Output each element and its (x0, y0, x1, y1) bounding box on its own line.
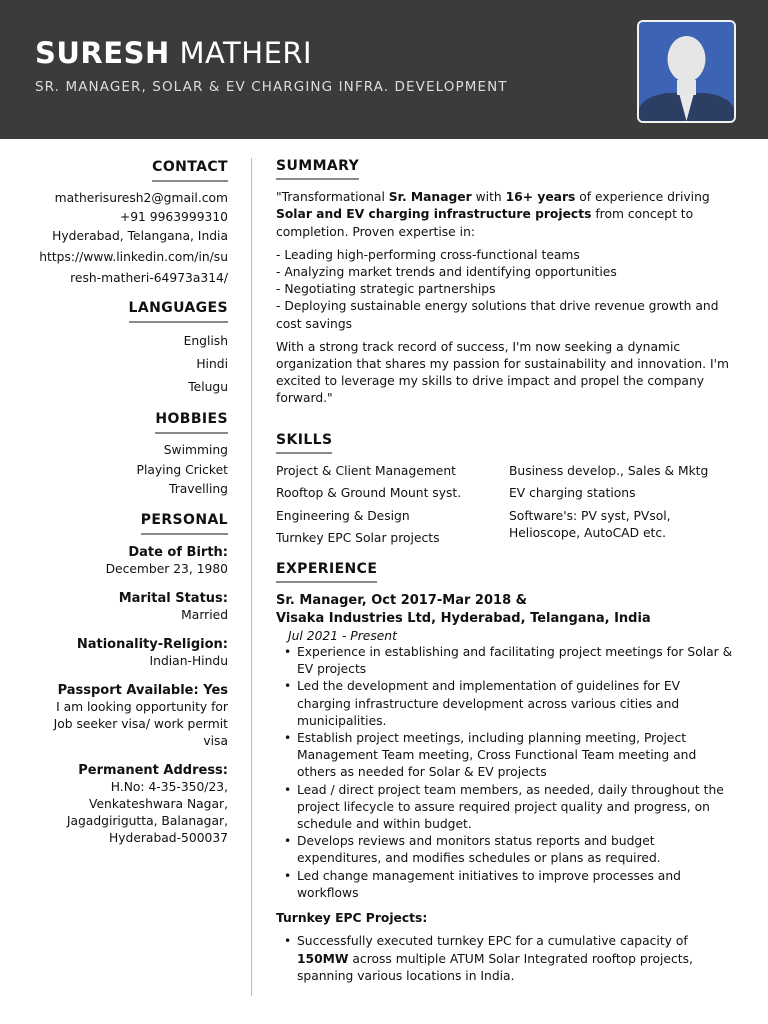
phone-number: +91 9963999310 (119, 210, 228, 224)
address-line: Jagadgirigutta, Balanagar, (66, 813, 228, 828)
linkedin-line-1: https://www.linkedin.com/in/su (39, 250, 228, 264)
language-item: Telugu (188, 380, 228, 394)
header-banner (0, 0, 768, 139)
summary-text: with (471, 190, 506, 205)
experience-section (276, 561, 734, 985)
first-name: SURESH (35, 36, 170, 70)
hobbies-heading: HOBBIES (155, 410, 228, 434)
job-bullet: • Lead / direct project team members, as needed, daily throughout the project lifecycle to assure required project quality and progress, on schedule and within budget. (276, 782, 734, 834)
summary-bullet-list (276, 247, 734, 333)
summary-section (276, 158, 734, 408)
linkedin-link[interactable] (18, 248, 228, 288)
last-name: MATHERI (179, 36, 313, 70)
passport-value: I am looking opportunity for (56, 699, 228, 714)
address-line: Venkateshwara Nagar, (89, 796, 228, 811)
job-bullet-list (276, 644, 734, 902)
address-label: Permanent Address: (78, 762, 228, 778)
job-bullet: • Develops reviews and monitors status reports and budget expenditures, and modifies schedules or plans as required. (276, 833, 734, 867)
skill-item: Project & Client Management (276, 463, 456, 478)
location: Hyderabad, Telangana, India (52, 229, 228, 243)
address-line: Hyderabad-500037 (108, 830, 228, 845)
epc-bullet-list (276, 933, 734, 985)
summary-bullet: - Analyzing market trends and identifying opportunities (276, 265, 617, 280)
summary-bullet: - Deploying sustainable energy solutions that drive revenue growth and cost savings (276, 299, 719, 331)
epc-heading: Turnkey EPC Projects: (276, 911, 428, 926)
nationality-value: Indian-Hindu (149, 653, 228, 668)
summary-bold: Solar and EV charging infrastructure projects (276, 207, 592, 222)
skill-item: Engineering & Design (276, 508, 410, 523)
hobby-item: Playing Cricket (136, 462, 228, 477)
summary-text: of experience driving (575, 190, 710, 205)
marital-value: Married (181, 607, 228, 622)
marital-label: Marital Status: (118, 590, 228, 606)
language-item: English (183, 334, 228, 348)
contact-section (18, 158, 228, 288)
job-bullet: • Led change management initiatives to improve processes and workflows (276, 868, 734, 902)
address-line: H.No: 4-35-350/23, (110, 779, 228, 794)
summary-text: from concept to completion. Proven expertise in: (276, 207, 694, 239)
summary-bold: 16+ years (505, 190, 576, 205)
personal-section (18, 511, 228, 847)
right-column (276, 158, 734, 985)
languages-section (18, 299, 228, 399)
epc-capacity: 150MW (297, 951, 349, 966)
left-column (18, 158, 228, 858)
personal-heading: PERSONAL (141, 511, 228, 535)
passport-label: Passport Available: Yes (57, 682, 228, 698)
summary-bullet: - Leading high-performing cross-functional teams (276, 247, 580, 262)
job-bullet: • Experience in establishing and facilitating project meetings for Solar & EV projects (276, 644, 734, 678)
dob-label: Date of Birth: (128, 544, 228, 560)
summary-bullet: - Negotiating strategic partnerships (276, 282, 496, 297)
skills-heading: SKILLS (276, 432, 332, 454)
skills-grid (276, 463, 734, 548)
linkedin-line-2: resh-matheri-64973a314/ (70, 271, 228, 285)
candidate-name (35, 36, 312, 70)
job-bullet: • Establish project meetings, including planning meeting, Project Management Team meeting, Cross Functional Team meeting and others as needed for Solar & EV projects (276, 730, 734, 782)
job-company-line: Visaka Industries Ltd, Hyderabad, Telangana, India (276, 611, 651, 627)
languages-heading: LANGUAGES (129, 299, 228, 323)
person-placeholder-icon (639, 22, 734, 121)
skill-item: Helioscope, AutoCAD etc. (509, 526, 667, 541)
dob-value: December 23, 1980 (105, 561, 228, 576)
summary-bold: Sr. Manager (388, 190, 472, 205)
language-item: Hindi (196, 357, 228, 371)
job-dates: Jul 2021 - Present (288, 629, 397, 644)
job-bullet: • Led the development and implementation of guidelines for EV charging infrastructure development across various cities and municipalities. (276, 678, 734, 730)
experience-heading: EXPERIENCE (276, 561, 377, 583)
summary-heading: SUMMARY (276, 158, 359, 180)
epc-bullet (276, 933, 734, 985)
skill-item: Software's: PV syst, PVsol, (509, 508, 671, 523)
hobby-item: Swimming (163, 443, 228, 457)
summary-text: "Transformational (276, 190, 389, 205)
passport-value: visa (203, 733, 228, 748)
skills-section (276, 432, 734, 548)
job-title-line: Sr. Manager, Oct 2017-Mar 2018 & (276, 593, 527, 609)
profile-photo (637, 20, 736, 123)
job-title: SR. MANAGER, SOLAR & EV CHARGING INFRA. DEVELOPMENT (35, 79, 508, 95)
summary-closing: With a strong track record of success, I'm now seeking a dynamic organization that shares my passion for sustainability and innovation. I'm excited to leverage my skills to drive impact and propel the company forward." (276, 339, 729, 406)
email-link[interactable]: matherisuresh2@gmail.com (54, 191, 228, 205)
epc-text: Successfully executed turnkey EPC for a cumulative capacity of (297, 934, 688, 949)
skill-item: Business develop., Sales & Mktg (509, 463, 709, 478)
hobbies-section (18, 410, 228, 500)
skill-item: EV charging stations (509, 486, 636, 501)
hobby-item: Travelling (169, 482, 228, 496)
column-divider (251, 158, 252, 996)
nationality-label: Nationality-Religion: (76, 636, 228, 652)
skill-item: Rooftop & Ground Mount syst. (276, 486, 462, 501)
summary-intro (276, 189, 734, 241)
skill-item: Turnkey EPC Solar projects (276, 531, 440, 546)
contact-heading: CONTACT (152, 158, 228, 182)
epc-text: across multiple ATUM Solar Integrated rooftop projects, spanning various locations in India. (297, 951, 693, 983)
passport-value: Job seeker visa/ work permit (53, 716, 228, 731)
